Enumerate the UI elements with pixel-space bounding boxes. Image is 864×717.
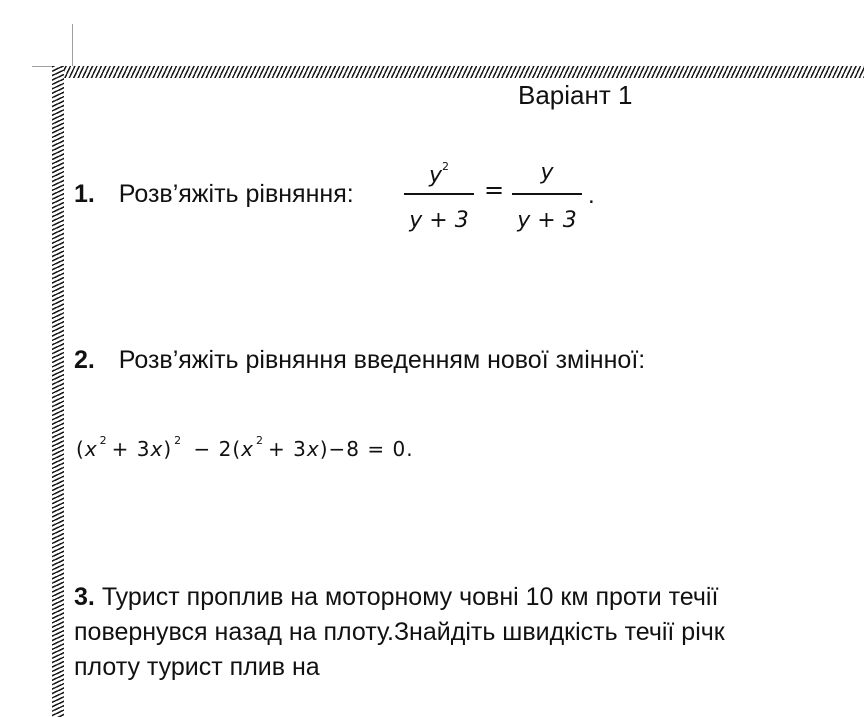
left-numerator: $y^2$ [428, 160, 450, 188]
task-1-statement [74, 180, 354, 209]
task-1-text: Розв’яжіть рівняння: [118, 180, 354, 208]
page-border-top [52, 66, 864, 78]
right-denominator: y + 3 [517, 208, 577, 233]
variant-title: Варіант 1 [518, 80, 633, 110]
task-1-number: 1. [74, 180, 95, 208]
left-denominator: y + 3 [409, 208, 469, 233]
equation-end-period: . [588, 182, 595, 209]
task-2-number: 2. [74, 346, 95, 374]
left-fraction-bar [404, 193, 474, 195]
page-corner-mark-vertical [72, 24, 73, 66]
task-3-line-3: плоту турист плив на [74, 653, 320, 681]
task-3-statement [74, 580, 864, 685]
right-fraction-bar [512, 193, 582, 195]
left-fraction [404, 158, 474, 238]
right-fraction [512, 158, 582, 238]
task-3-number: 3. [74, 583, 95, 611]
task-3-line-2: повернувся назад на плоту.Знайдіть швидкість течії річк [74, 618, 725, 646]
right-numerator: y [540, 160, 554, 185]
task-2-equation: (x $^2$ + 3x) $^2$ − 2(x $^2$ + 3x)−8 = 0. [76, 434, 414, 461]
task-2-statement [74, 346, 645, 375]
task-2-text: Розв’яжіть рівняння введенням нової змінної: [118, 346, 646, 374]
task-3-line-1: 3. Турист проплив на моторному човні 10 км проти течії [74, 583, 719, 611]
equals-sign: = [484, 176, 505, 204]
page-border-left [52, 66, 64, 717]
